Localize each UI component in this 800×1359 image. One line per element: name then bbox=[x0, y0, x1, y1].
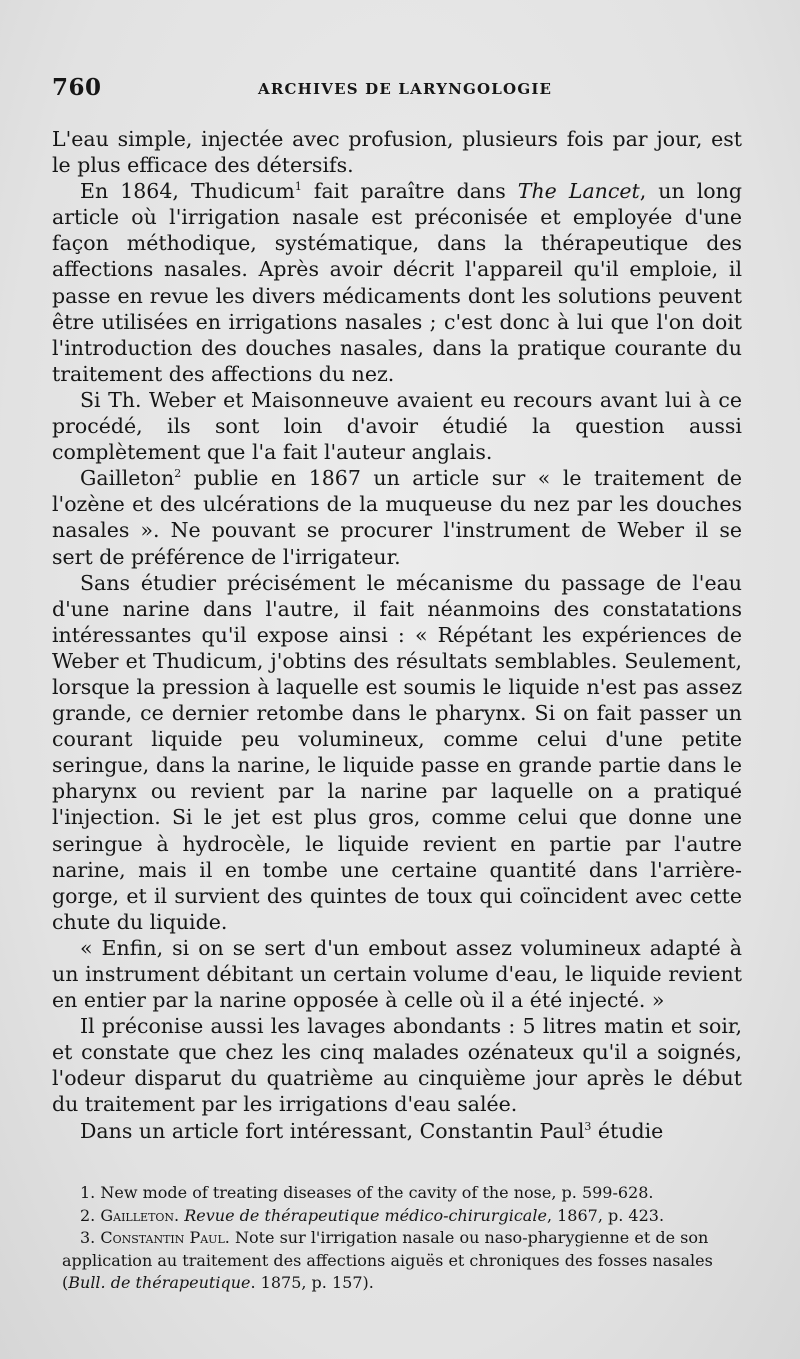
paragraph bbox=[52, 387, 742, 465]
footnote-ref[interactable]: 2 bbox=[174, 467, 182, 481]
paragraph-text: Il préconise aussi les lavages abondants : 5 litres matin et soir, et constate que chez les cinq malades ozénateux qu'il a soignés, l'odeur disparut du quatrième au cinquième jour après le début du traitement par les irrigations d'eau salée. bbox=[52, 1014, 742, 1117]
paragraph-text: , un long article où l'irrigation nasale est préconisée et employée d'une façon méthodique, systématique, dans la thérapeutique des affections nasales. Après avoir décrit l'appareil qu'il emploie, il passe en revue les divers médicaments dont les solutions peuvent être utilisées en irrigations nasales ; c'est donc à lui que l'on doit l'introduction des douches nasales, dans la pratique courante du traitement des affections du nez. bbox=[52, 179, 742, 386]
footnote bbox=[62, 1227, 752, 1295]
paragraph-text: L'eau simple, injectée avec profusion, plusieurs fois par jour, est le plus efficace des détersifs. bbox=[52, 127, 742, 178]
running-title: ARCHIVES DE LARYNGOLOGIE bbox=[258, 80, 553, 98]
page-header bbox=[52, 74, 752, 108]
footnote-number: 3. bbox=[80, 1228, 96, 1247]
footnote-text: . 1875, p. 157). bbox=[250, 1273, 374, 1292]
paragraph bbox=[52, 178, 742, 387]
body-text bbox=[52, 126, 742, 1144]
footnote bbox=[62, 1182, 752, 1205]
footnotes bbox=[62, 1182, 752, 1295]
footnote-number: 2. bbox=[80, 1205, 96, 1225]
footnote-author: Gailleton. bbox=[100, 1205, 180, 1225]
paragraph-text: publie en 1867 un article sur « le traitement de l'ozène et des ulcérations de la muqueuse du nez par les douches nasales ». Ne pouvant se procurer l'instrument de Weber il se sert de préférence de l'irrigateur. bbox=[52, 466, 742, 569]
footnote-number: 1. bbox=[80, 1183, 96, 1202]
paragraph-text: En 1864, Thudicum bbox=[80, 179, 295, 204]
paragraph-text: Si Th. Weber et Maisonneuve avaient eu recours avant lui à ce procédé, ils sont loin d'avoir étudié la question aussi complètement que l'a fait l'auteur anglais. bbox=[52, 387, 742, 465]
journal-title: The Lancet bbox=[517, 179, 640, 204]
footnote-text: Note sur l'irrigation nasale ou naso-pharygienne et de son application au traitement des affections aiguës et chroniques des fosses nasales ( bbox=[62, 1228, 713, 1292]
paragraph bbox=[52, 126, 742, 178]
footnote-journal: Bull. de thérapeutique bbox=[68, 1273, 251, 1292]
paragraph-text: « Enfin, si on se sert d'un embout assez volumineux adapté à un instrument débitant un certain volume d'eau, le liquide revient en entier par la narine opposée à celle où il a été injecté. » bbox=[52, 935, 742, 1013]
footnote-text: New mode of treating diseases of the cavity of the nose, p. 599-628. bbox=[95, 1183, 654, 1202]
paragraph bbox=[52, 935, 742, 1013]
paragraph bbox=[52, 465, 742, 569]
footnote-text: , 1867, p. 423. bbox=[546, 1205, 665, 1225]
paragraph-text: Gailleton bbox=[80, 466, 175, 491]
footnote-author: Constantin Paul. bbox=[100, 1228, 230, 1247]
paragraph-text: fait paraître dans bbox=[301, 179, 518, 204]
footnote bbox=[62, 1205, 752, 1228]
paragraph bbox=[52, 1118, 742, 1144]
paragraph bbox=[52, 1013, 742, 1117]
footnote-ref[interactable]: 1 bbox=[294, 180, 302, 194]
footnote-ref[interactable]: 3 bbox=[584, 1119, 592, 1133]
paragraph bbox=[52, 570, 742, 935]
paragraph-text: Sans étudier précisément le mécanisme du passage de l'eau d'une narine dans l'autre, il fait néanmoins des constatations intéressantes qu'il expose ainsi : « Répétant les expériences de Weber et Thudicum, j'obtins des résultats semblables. Seulement, lorsque la pression à laquelle est soumis le liquide n'est pas assez grande, ce dernier retombe dans le pharynx. Si on fait passer un courant liquide peu volumineux, comme celui d'une petite seringue, dans la narine, le liquide passe en grande partie dans le pharynx ou revient par la narine par laquelle on a pratiqué l'injection. Si le jet est plus gros, comme celui que donne une seringue à hydrocèle, le liquide revient en partie par l'autre narine, mais il en tombe une certaine quantité dans l'arrière-gorge, et il survient des quintes de toux qui coïncident avec cette chute du liquide. bbox=[52, 570, 742, 934]
paragraph-text: étudie bbox=[591, 1118, 664, 1143]
paragraph-text: Dans un article fort intéressant, Constantin Paul bbox=[80, 1118, 585, 1143]
page-number: 760 bbox=[52, 74, 102, 101]
footnote-journal: Revue de thérapeutique médico-chirurgicale bbox=[184, 1205, 547, 1225]
